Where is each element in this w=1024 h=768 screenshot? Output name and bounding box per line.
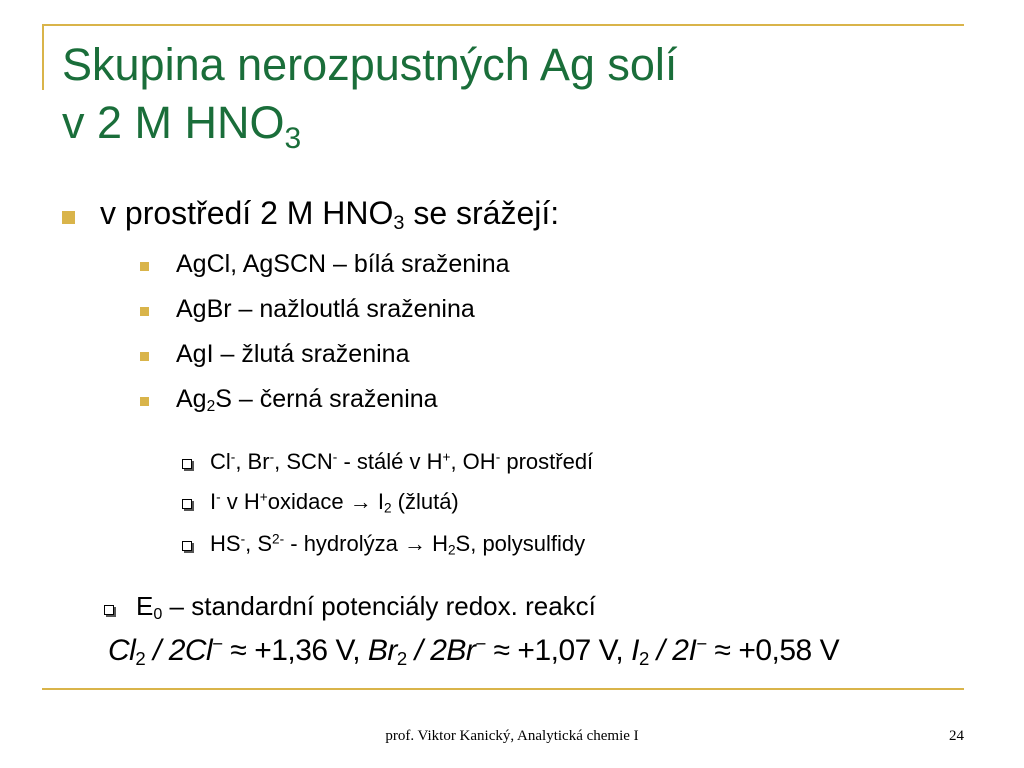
note-sup: 2- (272, 531, 285, 547)
title-line1: Skupina nerozpustných Ag solí (62, 39, 678, 90)
list-item-pre: Ag (176, 385, 207, 413)
list-item: AgBr – nažloutlá sraženina (176, 295, 475, 323)
eq-sub: 2 (135, 647, 146, 669)
page-number: 24 (949, 728, 964, 744)
bullet-main-post: se srážejí: (404, 195, 560, 231)
list-item (176, 385, 438, 416)
bullet-main-sub: 3 (393, 211, 405, 234)
title-line2-text: v 2 M HNO (62, 97, 285, 148)
bullet-main-pre: v prostředí 2 M HNO (100, 195, 394, 231)
eq-sup: − (696, 633, 707, 654)
note-text: prostředí (500, 449, 594, 474)
note-item (210, 531, 585, 557)
frame-bottom-line (42, 688, 964, 690)
slide-title (62, 36, 677, 168)
note-text: - hydrolýza → H (284, 531, 448, 556)
e0-note (136, 591, 596, 624)
frame-top-line (42, 24, 964, 26)
note-sup: - (269, 449, 275, 465)
note-text: - stálé v H (337, 449, 443, 474)
list-item-post: S – černá sraženina (215, 385, 438, 413)
note-sup: + (259, 489, 268, 505)
note-text: , OH (450, 449, 496, 474)
checkbox-bullet-icon (182, 459, 192, 469)
checkbox-bullet-icon (182, 541, 192, 551)
note-sup: - (240, 531, 246, 547)
eq-term: I (631, 634, 639, 668)
note-item (210, 489, 459, 515)
e0-sub: 0 (153, 605, 163, 624)
note-sup: - (495, 449, 501, 465)
eq-value: ≈ +1,36 V, (222, 634, 368, 668)
eq-value: ≈ +0,58 V (706, 634, 840, 668)
e0-text: E (136, 591, 154, 621)
note-sup: - (216, 489, 221, 505)
title-line2 (62, 94, 677, 168)
redox-equation (108, 633, 839, 670)
note-text: oxidace → I (267, 489, 384, 514)
bullet-square-icon (62, 211, 75, 224)
note-sup: + (442, 449, 451, 465)
eq-sub: 2 (638, 647, 649, 669)
frame-left-line (42, 24, 44, 90)
note-text: Cl (210, 449, 231, 474)
note-sub: 2 (447, 542, 456, 558)
eq-sub: 2 (396, 647, 407, 669)
bullet-square-icon (140, 397, 149, 406)
checkbox-bullet-icon (104, 605, 114, 615)
bullet-square-icon (140, 307, 149, 316)
eq-term: / 2Cl (145, 634, 213, 668)
note-sup: - (332, 449, 338, 465)
eq-value: ≈ +1,07 V, (485, 634, 632, 668)
eq-term: Cl (108, 634, 136, 668)
list-item-sub: 2 (206, 397, 216, 415)
eq-term: / 2Br (406, 634, 476, 668)
note-text: , SCN (274, 449, 333, 474)
bullet-square-icon (140, 262, 149, 271)
footer-text: prof. Viktor Kanický, Analytická chemie I (385, 728, 639, 744)
note-text: S, polysulfidy (455, 531, 586, 556)
bullet-square-icon (140, 352, 149, 361)
note-text: HS (210, 531, 241, 556)
eq-sup: − (475, 633, 486, 654)
note-text: I (210, 489, 217, 514)
note-text: , S (245, 531, 273, 556)
bullet-main (100, 195, 559, 235)
note-text: (žlutá) (391, 489, 459, 514)
note-sub: 2 (383, 500, 392, 516)
eq-term: Br (367, 634, 397, 668)
note-text: v H (220, 489, 260, 514)
list-item: AgI – žlutá sraženina (176, 340, 410, 368)
note-item (210, 449, 593, 475)
note-sup: - (230, 449, 236, 465)
eq-sup: − (212, 633, 223, 654)
checkbox-bullet-icon (182, 499, 192, 509)
list-item: AgCl, AgSCN – bílá sraženina (176, 250, 510, 278)
e0-post: – standardní potenciály redox. reakcí (162, 591, 596, 621)
title-line2-sub: 3 (284, 122, 302, 155)
note-text: , Br (235, 449, 270, 474)
eq-term: / 2I (648, 634, 697, 668)
